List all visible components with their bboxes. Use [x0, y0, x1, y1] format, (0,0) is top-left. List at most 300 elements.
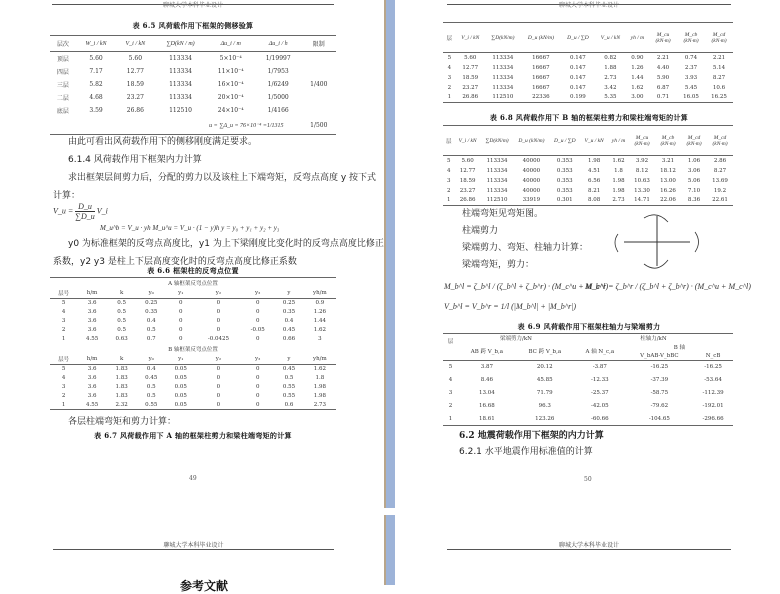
- paragraph: 梁端弯矩，剪力：: [462, 260, 535, 270]
- paragraph: 梁端剪力、弯矩、柱轴力计算：: [462, 243, 589, 253]
- cell: 112510: [485, 93, 521, 103]
- paragraph: 各层柱端弯矩和剪力计算：: [68, 417, 177, 427]
- cell: 10.6: [712, 84, 726, 91]
- cell: 0: [216, 375, 221, 381]
- cell: 1: [443, 413, 458, 426]
- col-header: M_cu (kN·m): [629, 126, 655, 156]
- cell: 4: [447, 64, 452, 71]
- cell: 18.59: [126, 80, 144, 88]
- cell: 1.98: [313, 384, 326, 390]
- document-page-next-left: [0, 515, 384, 593]
- col-header: y: [274, 354, 304, 365]
- cell: 5.45: [684, 84, 698, 91]
- cell: 3.92: [635, 157, 649, 164]
- cell: 0.147: [570, 64, 586, 71]
- cell: 8.27: [712, 74, 726, 81]
- col-header: AB 跨 V_b,a: [458, 343, 516, 361]
- cell: 16667: [532, 84, 550, 91]
- cell: -16.25: [650, 364, 669, 371]
- cell: 0: [241, 401, 274, 410]
- cell: 0.35: [145, 309, 158, 315]
- cell: 96.3: [538, 403, 551, 409]
- table-row: [443, 400, 733, 413]
- col-header: 层: [443, 334, 458, 361]
- cell: 0.82: [604, 54, 617, 61]
- cell: 16×10⁻⁴: [217, 80, 244, 88]
- cell: 18.12: [660, 167, 676, 174]
- cell: 12.77: [459, 167, 476, 174]
- cell: 5.90: [656, 74, 670, 81]
- cell: 0.05: [174, 384, 187, 390]
- table-row: [50, 91, 336, 104]
- table-row: [443, 361, 733, 374]
- cell: 2.37: [684, 64, 698, 71]
- cell: 3: [61, 318, 66, 324]
- cell: 2.73: [604, 74, 617, 81]
- col-header: 层: [443, 126, 454, 156]
- cell: 1.62: [631, 84, 644, 91]
- cell: 18.59: [459, 177, 476, 184]
- cell: 112510: [169, 106, 192, 114]
- cell: 2: [447, 84, 452, 91]
- col-header: M_cd (kN·m): [705, 23, 733, 53]
- cell: 40000: [522, 177, 541, 184]
- cell: 20×10⁻⁴: [217, 93, 244, 101]
- cell: -58.75: [650, 390, 669, 396]
- section-heading-6-2: 6.2 地震荷载作用下框架的内力计算: [459, 431, 604, 441]
- cell: 0.74: [684, 54, 698, 61]
- cell: 0: [179, 309, 183, 315]
- cell: 22.06: [655, 196, 681, 206]
- cell: 0: [216, 309, 221, 315]
- table-row: [443, 63, 733, 73]
- col-header: y₀: [136, 288, 166, 299]
- cell: 2.86: [713, 157, 727, 164]
- col-header: h/m: [77, 354, 107, 365]
- cell: 3.87: [480, 364, 494, 371]
- col-header: y₂: [196, 354, 242, 365]
- table-row: [443, 156, 733, 166]
- col-header: y₂: [196, 288, 242, 299]
- col-header: M_cb (kN·m): [677, 23, 705, 53]
- paragraph: 由此可看出风荷载作用下的侧移刚度满足要求。: [68, 137, 258, 147]
- cell: 1/4166: [267, 106, 289, 114]
- cell: 6.56: [587, 177, 601, 184]
- cell: 0.301: [549, 196, 580, 206]
- cell: 8.08: [580, 196, 608, 206]
- col-header: Δu_i / h: [255, 36, 302, 52]
- table-header-row-b: [50, 354, 336, 365]
- cell: 26.86: [126, 106, 144, 114]
- table-row: [50, 65, 336, 78]
- page-break: [384, 508, 395, 515]
- cell: 0.5: [146, 327, 156, 333]
- paragraph: 柱端弯矩见弯矩图。: [462, 209, 544, 219]
- cell: 14.71: [629, 196, 655, 206]
- cell: 0: [179, 336, 183, 342]
- cell: 16.68: [479, 403, 495, 409]
- cell: 0.90: [631, 54, 644, 61]
- cell: 3.6: [87, 309, 97, 315]
- cell: -104.65: [626, 413, 693, 426]
- cell: 0.353: [556, 167, 573, 174]
- cell: 0.25: [145, 300, 158, 307]
- cell: 10.63: [634, 177, 650, 184]
- summary-formula: u = ∑Δ_u = 76×10⁻⁴ =1/1315: [50, 117, 302, 135]
- group-header: B 轴: [673, 345, 685, 351]
- col-header: 层: [443, 23, 456, 53]
- cell: 113334: [169, 54, 192, 62]
- cell: 1: [61, 336, 66, 342]
- cell: 1.83: [115, 375, 128, 381]
- cell: 16667: [532, 64, 550, 71]
- cell: 2.73: [608, 196, 629, 206]
- col-header: V_bAB-V_bBC: [626, 352, 693, 361]
- table-row: [50, 78, 336, 91]
- cell: 底层: [56, 107, 69, 115]
- col-header: D_u / ∑D: [549, 126, 580, 156]
- table-6-9: [443, 333, 733, 426]
- table-row: [50, 374, 336, 383]
- cell: 113334: [486, 157, 508, 164]
- cell: -3.87: [592, 364, 607, 371]
- document-page-next-right: [395, 515, 780, 585]
- cell: -25.37: [590, 390, 609, 396]
- cell: 0.66: [282, 336, 296, 342]
- cell: 71.79: [536, 390, 553, 396]
- cell: [302, 52, 336, 65]
- col-header: yh/m: [304, 288, 336, 299]
- page-header: 聊城大学本科毕业设计: [447, 0, 731, 5]
- col-header: ∑D(kN / m): [154, 36, 206, 52]
- cell: 四层: [56, 68, 69, 76]
- col-header: y₁: [166, 354, 196, 365]
- cell: 0.05: [174, 366, 187, 373]
- cell: 1.62: [313, 366, 326, 373]
- table-row: [50, 365, 336, 374]
- table-6-7: [443, 22, 733, 103]
- cell: 0.05: [174, 393, 187, 399]
- cell: 8.46: [480, 377, 494, 383]
- cell: 18.61: [458, 413, 516, 426]
- cell: 40000: [522, 167, 541, 174]
- table-row: [50, 335, 336, 344]
- paragraph: 计算：: [53, 191, 81, 201]
- cell: 26.86: [454, 196, 480, 206]
- col-header: V_i / kN: [456, 23, 485, 53]
- page-number: 50: [584, 476, 592, 483]
- cell: 0: [216, 300, 221, 307]
- denominator: ∑D_u: [75, 212, 95, 221]
- table-6-5-caption: 表 6.5 风荷载作用下框架的侧移验算: [132, 21, 254, 30]
- cell: 0.25: [282, 300, 296, 307]
- cell: 1.26: [631, 64, 644, 71]
- cell: 0.353: [556, 177, 573, 184]
- table-6-5: [50, 35, 336, 135]
- col-header: y₃: [241, 354, 274, 365]
- cell: 1.8: [614, 167, 623, 174]
- cell: 2.21: [656, 54, 670, 61]
- cell: 19.2: [713, 187, 727, 194]
- section-heading-6-2-1: 6.2.1 水平地震作用标准值的计算: [459, 447, 593, 457]
- cell: 3.6: [87, 327, 97, 333]
- col-header: D_u (kN/m): [521, 23, 561, 53]
- col-header: W_i / kN: [76, 36, 116, 52]
- col-header: 层号: [50, 354, 77, 365]
- cell: 0.5: [117, 309, 127, 315]
- table-row: [50, 392, 336, 401]
- cell: 2.21: [712, 54, 726, 61]
- cell: 3.6: [87, 318, 97, 324]
- cell: 0.4: [146, 366, 156, 373]
- table-row: [50, 308, 336, 317]
- col-header: M_cd (kN·m): [707, 126, 733, 156]
- cell: 0: [255, 384, 260, 390]
- cell: 0.5: [146, 393, 156, 399]
- cell: 13.30: [634, 187, 650, 194]
- cell: -112.39: [702, 390, 724, 396]
- moment-direction-diagram: [612, 212, 702, 270]
- cell: 113334: [492, 64, 514, 71]
- col-header: Δu_i / m: [207, 36, 255, 52]
- col-header: M_cd (kN·m): [681, 126, 707, 156]
- cell: 0.147: [570, 74, 586, 81]
- col-header: yh / m: [608, 126, 629, 156]
- group-header: 柱轴力/kN: [574, 334, 733, 343]
- cell: 3.06: [687, 167, 701, 174]
- col-header: 限制: [302, 36, 336, 52]
- cell: 4.68: [89, 93, 103, 101]
- cell: 3: [446, 177, 451, 184]
- numerator: D_u: [75, 202, 94, 212]
- cell: 4.55: [85, 336, 99, 342]
- cell: 0.4: [284, 318, 294, 324]
- paragraph: 求出框架层间剪力后，分配的剪力以及该柱上下端弯矩，反弯点高度 y 按下式: [68, 173, 377, 183]
- summary-limit: 1/500: [302, 117, 336, 135]
- col-header: y₃: [241, 288, 274, 299]
- table-row: [443, 387, 733, 400]
- cell: 23.27: [459, 187, 476, 194]
- formula-moments: M_u^b = V_u · yh M_u^u = V_u · (1 − y)h y = y₀ + y₁ + y₂ + y₃: [100, 224, 280, 232]
- cell: 0.4: [146, 318, 156, 324]
- col-header: M_cb (kN·m): [655, 126, 681, 156]
- cell: -0.0425: [207, 336, 229, 342]
- cell: 113334: [169, 80, 192, 88]
- cell: 40000: [522, 157, 541, 164]
- cell: 0.5: [117, 318, 127, 324]
- group-header: 梁端剪力/kN: [458, 334, 574, 343]
- table-row: [443, 93, 733, 103]
- cell: 0.45: [282, 327, 296, 333]
- cell: 3.59: [89, 106, 103, 114]
- cell: 0.45: [282, 366, 296, 373]
- cell: -53.64: [704, 377, 722, 383]
- cell: 3.6: [87, 300, 97, 307]
- col-header: 层号: [50, 288, 77, 299]
- cell: 1/5000: [267, 93, 289, 101]
- cell: 5: [61, 300, 66, 307]
- cell: 123.26: [516, 413, 574, 426]
- cell: -42.05: [590, 403, 609, 409]
- paragraph: 柱端剪力: [462, 226, 499, 236]
- section-heading-6-1-4: 6.1.4 风荷载作用下框架内力计算: [68, 155, 202, 165]
- col-header: D_u (kN/m): [513, 126, 549, 156]
- cell: 3: [448, 390, 453, 396]
- cell: 4.51: [587, 167, 601, 174]
- cell: 3: [61, 384, 66, 390]
- cell: 5: [446, 157, 451, 164]
- cell: 0.5: [146, 384, 156, 390]
- cell: 16.05: [677, 93, 705, 103]
- table-6-7-caption: 表 6.7 风荷载作用下 A 轴的框架柱剪力和梁柱端弯矩的计算: [94, 431, 292, 440]
- table-row: [443, 73, 733, 83]
- formula-left-beam-moment: M_b^l = ζ_b^l / (ζ_b^l + ζ_b^r) · (M_c^u + M_c^l): [444, 282, 609, 291]
- cell: 4.55: [77, 401, 107, 410]
- cell: 0.353: [556, 187, 573, 194]
- cell: 5.60: [128, 54, 143, 62]
- cell: 1.98: [612, 177, 625, 184]
- cell: 3: [447, 74, 452, 81]
- cell: 1.83: [115, 366, 128, 373]
- cell: 1.44: [631, 74, 644, 81]
- cell: 4: [446, 167, 451, 174]
- references-heading: 参考文献: [180, 579, 229, 593]
- page-header: 聊城大学本科毕业设计: [447, 540, 731, 550]
- cell: 三层: [56, 81, 69, 89]
- cell: -12.33: [590, 377, 609, 383]
- paragraph: y0 为标准框架的反弯点高度比，y1 为上下梁刚度比变化时的反弯点高度比修正: [68, 239, 384, 249]
- table-row: [443, 374, 733, 387]
- cell: [302, 104, 336, 117]
- cell: [302, 91, 336, 104]
- cell: 1.8: [315, 375, 325, 381]
- cell: 2: [446, 187, 451, 194]
- cell: 23.27: [126, 93, 144, 101]
- cell: 0: [196, 401, 242, 410]
- cell: 1/6249: [267, 80, 289, 88]
- cell: 4: [61, 375, 66, 381]
- cell: 0: [216, 384, 221, 390]
- cell: 二层: [56, 94, 69, 102]
- cell: 0.6: [274, 401, 304, 410]
- table-row: [443, 83, 733, 93]
- col-header: k: [107, 288, 137, 299]
- cell: 4: [61, 309, 66, 315]
- table-subtitle-a: A 轴框架反弯点位置: [50, 278, 336, 288]
- cell: 0: [255, 393, 260, 399]
- cell: 0: [255, 375, 260, 381]
- cell: 3.6: [87, 393, 97, 399]
- cell: 1.83: [115, 384, 128, 390]
- col-header: N_cB: [693, 352, 733, 361]
- cell: 1.26: [313, 309, 326, 315]
- cell: 5: [448, 364, 453, 371]
- cell: 0: [216, 393, 221, 399]
- col-header: BC 跨 V_b,a: [516, 343, 574, 361]
- cell: 3.00: [626, 93, 649, 103]
- table-row: [50, 326, 336, 335]
- table-row: [443, 186, 733, 196]
- cell: 8.21: [587, 187, 601, 194]
- cell: 0: [179, 300, 183, 307]
- cell: -192.01: [702, 403, 724, 409]
- cell: 0: [216, 327, 221, 333]
- col-header: yh / m: [626, 23, 649, 53]
- cell: 22336: [521, 93, 561, 103]
- table-row: [443, 166, 733, 176]
- table-row: [50, 317, 336, 326]
- cell: 33919: [513, 196, 549, 206]
- cell: 11×10⁻⁴: [217, 67, 244, 75]
- cell: 1/400: [310, 80, 328, 88]
- cell: 0: [179, 318, 183, 324]
- table-row: [50, 383, 336, 392]
- cell: 0.147: [570, 54, 586, 61]
- cell: 16.26: [660, 187, 676, 194]
- table-row: [443, 196, 733, 206]
- page-shadow: [384, 0, 386, 585]
- cell: 0.147: [570, 84, 586, 91]
- table-6-8-caption: 表 6.8 风荷载作用下 B 轴的框架柱剪力和梁柱端弯矩的计算: [489, 113, 689, 122]
- cell: 2: [61, 393, 66, 399]
- document-page-49: [0, 0, 384, 585]
- page-header: 聊城大学本科毕业设计: [52, 0, 334, 5]
- cell: 1/19997: [265, 54, 291, 62]
- cell: 8.36: [681, 196, 707, 206]
- cell: 0.199: [561, 93, 595, 103]
- cell: 23.27: [462, 84, 479, 91]
- cell: 0.353: [556, 157, 573, 164]
- cell: 0: [216, 318, 221, 324]
- cell: 0.7: [146, 336, 156, 342]
- formula-beam-shear: V_b^l = V_b^r = 1/l (|M_b^l| + |M_b^r|): [444, 302, 577, 311]
- cell: 0.63: [115, 336, 128, 342]
- col-header: 层次: [50, 36, 76, 52]
- col-header: ∑D(kN/m): [485, 23, 521, 53]
- cell: 5.82: [89, 80, 103, 88]
- cell: 113334: [492, 84, 514, 91]
- cell: 12.77: [462, 64, 479, 71]
- cell: 3.93: [684, 74, 698, 81]
- table-6-6-caption: 表 6.6 框架柱的反弯点位置: [147, 266, 239, 275]
- cell: 2.32: [107, 401, 137, 410]
- cell: 0.55: [136, 401, 166, 410]
- cell: -16.25: [704, 364, 722, 371]
- col-header: y₀: [136, 354, 166, 365]
- cell: 1.83: [115, 393, 128, 399]
- cell: 16667: [532, 74, 550, 81]
- cell: 顶层: [56, 55, 69, 63]
- cell: 5: [447, 54, 452, 61]
- cell: 1.98: [587, 157, 601, 164]
- cell: 3.6: [87, 366, 97, 373]
- col-header: V_i / kN: [454, 126, 480, 156]
- cell: 0.45: [145, 375, 158, 381]
- cell: 0.9: [315, 300, 325, 307]
- cell: 12.77: [126, 67, 144, 75]
- cell: 1: [50, 401, 77, 410]
- col-header: V_u / kN: [595, 23, 626, 53]
- cell: 3.21: [661, 157, 675, 164]
- cell: 0.35: [282, 309, 296, 315]
- cell: 5: [61, 366, 66, 373]
- cell: -60.66: [574, 413, 626, 426]
- cell: 5.35: [595, 93, 626, 103]
- document-page-50: [395, 0, 780, 585]
- cell: 2: [448, 403, 453, 409]
- cell: 1.88: [604, 64, 617, 71]
- page-header: 聊城大学本科毕业设计: [53, 540, 334, 550]
